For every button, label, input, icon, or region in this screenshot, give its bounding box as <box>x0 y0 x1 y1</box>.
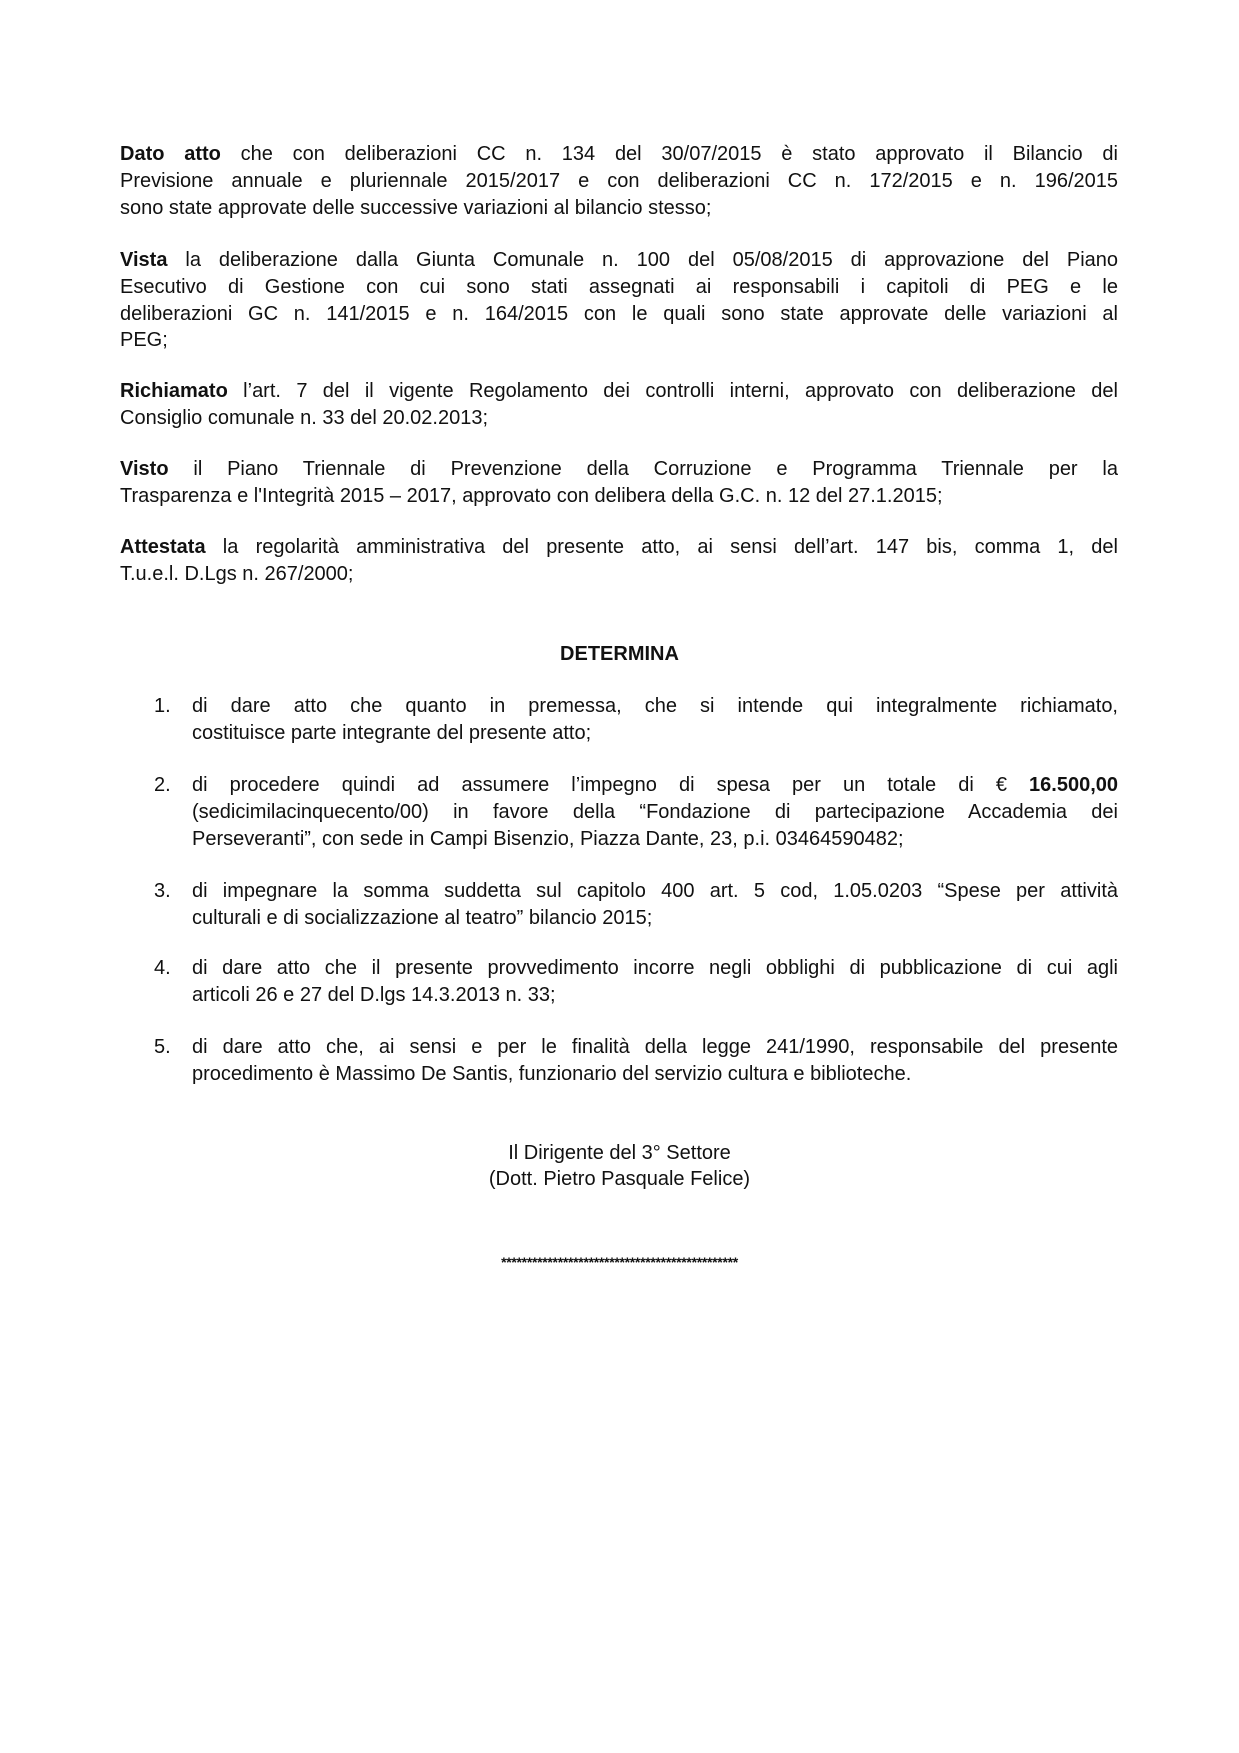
item-number: 4. <box>154 957 171 979</box>
premise-visto <box>120 456 1118 510</box>
item-number: 3. <box>154 880 171 902</box>
premise-vista <box>120 247 1118 354</box>
text-line: di dare atto che quanto in premessa, che si intende qui integralmente richiamato, <box>192 695 1118 717</box>
text-line: (sedicimilacinquecento/00) in favore della “Fondazione di partecipazione Accademia dei <box>192 800 1118 823</box>
list-item <box>154 693 1118 747</box>
premise-lead: Dato atto <box>120 143 221 165</box>
amount: 16.500,00 <box>1029 774 1118 796</box>
signature-name: (Dott. Pietro Pasquale Felice) <box>488 1168 751 1190</box>
signature-role: Il Dirigente del 3° Settore <box>508 1142 731 1164</box>
text-line: che con deliberazioni CC n. 134 del 30/07/2015 è stato approvato il Bilancio di <box>220 143 1118 165</box>
text-line: Consiglio comunale n. 33 del 20.02.2013; <box>120 406 489 429</box>
text-line: l’art. 7 del il vigente Regolamento dei controlli interni, approvato con deliberazione del <box>227 380 1118 402</box>
text-line: di dare atto che, ai sensi e per le finalità della legge 241/1990, responsabile del presente <box>192 1036 1118 1058</box>
list-item <box>154 955 1118 1009</box>
text-line: Perseveranti”, con sede in Campi Bisenzio, Piazza Dante, 23, p.i. 03464590482; <box>192 827 904 850</box>
separator-stars: ********************************************** <box>501 1254 738 1270</box>
list-item <box>154 1034 1118 1088</box>
premise-lead: Visto <box>120 458 169 480</box>
premise-dato-atto <box>120 141 1118 221</box>
text-line: culturali e di socializzazione al teatro” bilancio 2015; <box>192 906 653 929</box>
text-line: di procedere quindi ad assumere l’impegno di spesa per un totale di € <box>192 774 1030 796</box>
item-number: 5. <box>154 1036 171 1058</box>
text-line: di dare atto che il presente provvedimento incorre negli obblighi di pubblicazione di cui agli <box>192 957 1118 979</box>
text-line: di impegnare la somma suddetta sul capitolo 400 art. 5 cod, 1.05.0203 “Spese per attività <box>192 880 1118 902</box>
premise-richiamato <box>120 378 1118 432</box>
text-line: costituisce parte integrante del presente atto; <box>192 721 592 744</box>
text-line: deliberazioni GC n. 141/2015 e n. 164/2015 con le quali sono state approvate delle variazioni al <box>120 302 1118 325</box>
list-item <box>154 878 1118 932</box>
text-line: PEG; <box>120 329 168 352</box>
text-line: Previsione annuale e pluriennale 2015/2017 e con deliberazioni CC n. 172/2015 e n. 196/2015 <box>120 169 1118 192</box>
text-line: il Piano Triennale di Prevenzione della Corruzione e Programma Triennale per la <box>168 458 1118 480</box>
premise-lead: Richiamato <box>120 380 228 402</box>
premise-attestata <box>120 534 1118 588</box>
determina-heading: DETERMINA <box>560 643 679 665</box>
premise-lead: Vista <box>120 249 168 271</box>
item-number: 2. <box>154 774 171 796</box>
text-line: Trasparenza e l'Integrità 2015 – 2017, approvato con delibera della G.C. n. 12 del 27.1.2015; <box>120 484 943 507</box>
premise-lead: Attestata <box>120 536 206 558</box>
text-line: sono state approvate delle successive variazioni al bilancio stesso; <box>120 196 712 219</box>
text-line: la regolarità amministrativa del presente atto, ai sensi dell’art. 147 bis, comma 1, del <box>205 536 1118 558</box>
text-line: articoli 26 e 27 del D.lgs 14.3.2013 n. 33; <box>192 983 556 1006</box>
text-line: la deliberazione dalla Giunta Comunale n. 100 del 05/08/2015 di approvazione del Piano <box>167 249 1118 271</box>
list-item <box>154 772 1118 852</box>
text-line: T.u.e.l. D.Lgs n. 267/2000; <box>120 562 354 585</box>
text-line: procedimento è Massimo De Santis, funzionario del servizio cultura e biblioteche. <box>192 1062 912 1085</box>
item-number: 1. <box>154 695 171 717</box>
text-line: Esecutivo di Gestione con cui sono stati assegnati ai responsabili i capitoli di PEG e le <box>120 275 1118 298</box>
